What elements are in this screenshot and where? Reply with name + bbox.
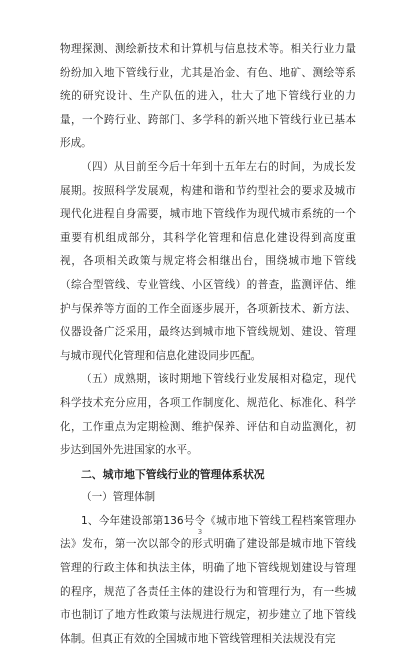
- section-heading: 二、城市地下管线行业的管理体系状况: [81, 467, 265, 481]
- subsection-heading: （一）管理体制: [81, 491, 156, 504]
- paragraph-3: （五）成熟期，该时期地下管线行业发展相对稳定，现代科学技术充分应用，各项工作制度化、规范化、标准化、科学化，工作重点为定期检测、维护保养、评估和自动监测化，初步达到国外先进国家的水平。: [60, 373, 356, 457]
- paragraph-2: （四）从目前至今后十年到十五年左右的时间，为成长发展期。按照科学发展观，构建和谐和节约型社会的要求及城市现代化进程自身需要，城市地下管线作为现代城市系统的一个重要有机组成部分，其科学化管理和信息化建设得到高度重视，各项相关政策与规定将会相继出台，围绕城市地下管线（综合型管线、专业管线、小区管线）的普查，监测评估、维护与保养等方面的工作全面逐步展开，各项新技术、新方法、仪器设备广泛采用，最终达到城市地下管线规划、建设、管理与城市现代化管理和信息化建设同步匹配。: [60, 160, 356, 362]
- page-number: 3: [197, 528, 203, 536]
- paragraph-1: 物理探测、测绘新技术和计算机与信息技术等。相关行业力量纷纷加入地下管线行业，尤其是冶金、有色、地矿、测绘等系统的研究设计、生产队伍的进入，壮大了地下管线行业的力量，一个跨行业、跨部门、多学科的新兴地下管线行业已基本形成。: [60, 43, 356, 150]
- paragraph-4: 1、今年建设部第136号令《城市地下管线工程档案管理办法》发布，第一次以部令的形式明确了建设部是城市地下管线管理的行政主体和执法主体，明确了地下管线规划建设与管理的程序，规范了各责任主体的建设行为和管理行为，有一些城市也制订了地方性政策与法规进行规定，初步建立了地下管线体制。但真正有效的全国城市地下管线管理相关法规没有完: [60, 514, 356, 645]
- document-body: [60, 38, 356, 651]
